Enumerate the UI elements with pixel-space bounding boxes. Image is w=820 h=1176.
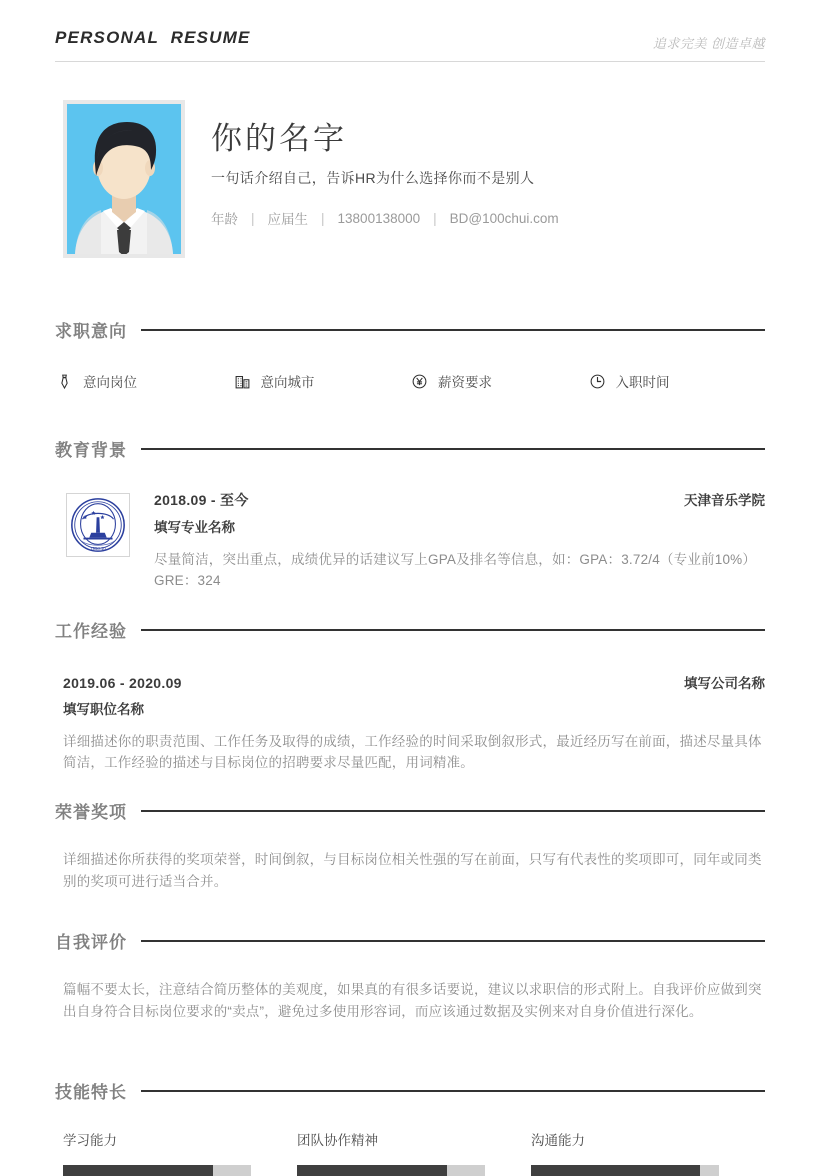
work-company: 填写公司名称 (684, 676, 765, 691)
skill-label: 沟通能力 (531, 1133, 585, 1148)
section-skills (55, 1077, 765, 1176)
tie-icon (55, 372, 74, 391)
contact-age: 年龄 (211, 212, 238, 228)
section-heading (55, 927, 765, 953)
clock-icon (588, 372, 607, 391)
contact-separator: | (321, 210, 325, 226)
intention-item-position (55, 371, 233, 391)
education-major: 填写专业名称 (154, 520, 235, 535)
section-title: 求职意向 (55, 321, 127, 341)
work-description: 详细描述你的职责范围、工作任务及取得的成绩，工作经验的时间采取倒叙形式，最近经历写在前面，描述尽量具体简洁，工作经验的描述与目标岗位的招聘要求尽量匹配，用词精准。 (63, 734, 762, 770)
skill-item (531, 1129, 765, 1176)
self-evaluation-paragraph: 篇幅不要太长，注意结合简历整体的美观度，如果真的有很多话要说，建议以求职信的形式附上。自我评价应做到突出自身符合目标岗位要求的“卖点”，避免过多使用形容词，而应该通过数据及实例来对自身价值进行深化。 (63, 982, 762, 1019)
section-rule (141, 810, 765, 812)
section-self-evaluation (55, 927, 765, 1022)
education-entry-body (55, 489, 765, 591)
section-honors (55, 797, 765, 892)
page-header (55, 28, 765, 68)
contact-row (211, 208, 761, 228)
building-icon (233, 372, 252, 391)
section-heading (55, 316, 765, 342)
education-entry (55, 489, 765, 591)
education-date: 2018.09 - 至今 (154, 492, 249, 508)
section-rule (141, 448, 765, 450)
contact-separator: | (251, 210, 255, 226)
work-entry-top (63, 672, 765, 692)
section-rule (141, 629, 765, 631)
work-entry (55, 672, 765, 773)
skill-progress-track (63, 1165, 251, 1176)
skill-progress-fill (297, 1165, 447, 1176)
skill-progress-fill (63, 1165, 213, 1176)
skill-progress-fill (531, 1165, 700, 1176)
contact-phone: 13800138000 (337, 210, 421, 226)
skill-progress-track (297, 1165, 485, 1176)
identity-block (63, 100, 763, 265)
work-position: 填写职位名称 (63, 702, 144, 717)
education-school: 天津音乐学院 (684, 493, 765, 508)
page-title: PERSONAL RESUME (55, 28, 251, 47)
intention-item-start-date (588, 371, 766, 391)
section-title: 荣誉奖项 (55, 802, 127, 822)
svg-text:1958.10: 1958.10 (90, 546, 106, 552)
section-rule (141, 1090, 765, 1092)
section-education (55, 435, 765, 591)
work-date: 2019.06 - 2020.09 (63, 675, 182, 691)
section-heading (55, 797, 765, 823)
contact-status: 应届生 (267, 212, 309, 228)
section-heading (55, 435, 765, 461)
contact-email: BD@100chui.com (449, 210, 559, 226)
section-title: 教育背景 (55, 440, 127, 460)
contact-separator: | (433, 210, 437, 226)
work-entry-body (55, 672, 765, 773)
section-job-intention (55, 316, 765, 391)
intention-label: 入职时间 (615, 375, 670, 390)
intention-label: 薪资要求 (438, 375, 492, 390)
education-description: 尽量简洁，突出重点，成绩优异的话建议写上GPA及排名等信息，如：GPA：3.72/4（专业前10%） GRE：324 (154, 552, 757, 588)
name-block (211, 122, 761, 228)
intention-label: 意向城市 (260, 375, 315, 390)
skill-progress-track (531, 1165, 719, 1176)
section-rule (141, 329, 765, 331)
section-work-experience (55, 616, 765, 773)
section-title: 自我评价 (55, 932, 127, 952)
section-heading (55, 1077, 765, 1103)
person-name: 你的名字 (211, 121, 347, 156)
person-tagline: 一句话介绍自己，告诉HR为什么选择你而不是别人 (211, 170, 535, 187)
skill-label: 学习能力 (63, 1133, 117, 1148)
university-seal-icon (66, 493, 130, 557)
honors-paragraph: 详细描述你所获得的奖项荣誉，时间倒叙，与目标岗位相关性强的写在前面，只写有代表性的奖项即可，同年或同类别的奖项可进行适当合并。 (63, 852, 762, 889)
skill-item (63, 1129, 297, 1176)
section-title: 工作经验 (55, 621, 127, 641)
header-slogan: 追求完美 创造卓越 (652, 36, 765, 51)
intention-item-city (233, 371, 411, 391)
header-divider (55, 61, 765, 62)
intention-label: 意向岗位 (83, 375, 137, 390)
intention-item-salary (410, 371, 588, 391)
intention-items (55, 371, 765, 391)
skill-list (55, 1129, 765, 1176)
skill-item (297, 1129, 531, 1176)
section-rule (141, 940, 765, 942)
skill-label: 团队协作精神 (297, 1133, 378, 1148)
profile-photo (63, 100, 185, 258)
education-entry-top (154, 489, 765, 510)
section-title: 技能特长 (55, 1082, 127, 1102)
avatar-illustration-icon (67, 104, 181, 254)
section-heading (55, 616, 765, 642)
yen-icon (410, 372, 429, 391)
